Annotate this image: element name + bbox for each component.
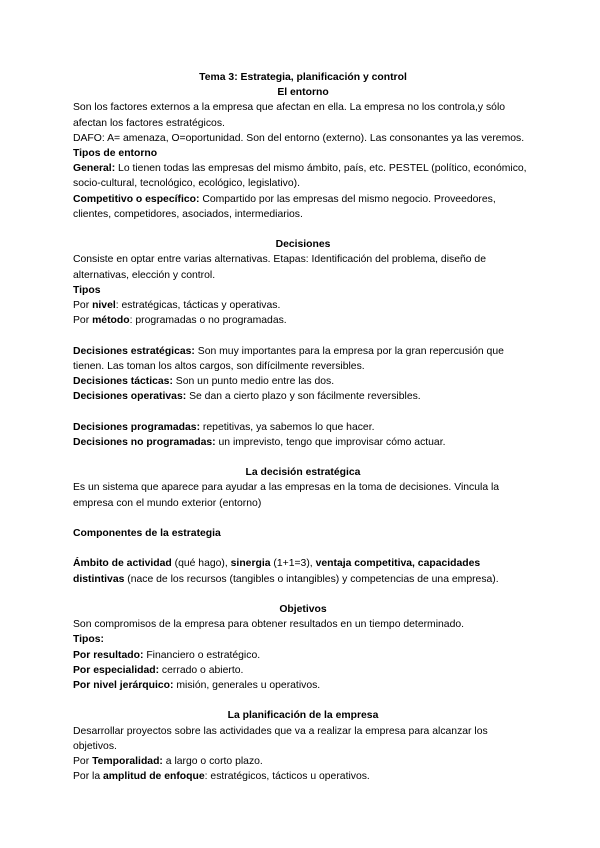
list-item: Por método: programadas o no programadas. [73, 315, 287, 327]
list-item: Por nivel jerárquico: misión, generales u operativos. [73, 680, 321, 692]
subheading-tipos-entorno: Tipos de entorno [73, 148, 158, 160]
page-title: Tema 3: Estrategia, planificación y control [199, 72, 407, 83]
paragraph: Desarrollar proyectos sobre las actividades que va a realizar la empresa para alcanzar los objetivos. [73, 725, 488, 752]
definition-no-programadas: Decisiones no programadas: un imprevisto, tengo que improvisar cómo actuar. [73, 436, 446, 448]
list-item: Por especialidad: cerrado o abierto. [73, 664, 244, 676]
document-page [73, 70, 533, 784]
paragraph-componentes: Ámbito de actividad (qué hago), sinergia (1+1=3), ventaja competitiva, capacidades distintivas (nace de los recursos (tangibles o intangibles) y competencias de una empresa). [73, 558, 499, 585]
definition-programadas: Decisiones programadas: repetitivas, ya sabemos lo que hacer. [73, 421, 375, 433]
paragraph: Son compromisos de la empresa para obtener resultados en un tiempo determinado. [73, 619, 465, 631]
list-item: Por resultado: Financiero o estratégico. [73, 649, 261, 661]
section-heading-entorno: El entorno [277, 87, 329, 99]
definition-tacticas: Decisiones tácticas: Son un punto medio entre las dos. [73, 376, 335, 388]
paragraph: Es un sistema que aparece para ayudar a las empresas en la toma de decisiones. Vincula la empresa con el mundo exterior (entorno) [73, 482, 500, 509]
paragraph: Son los factores externos a la empresa que afectan en ella. La empresa no los controla,y sólo afectan los factores estratégicos. [73, 102, 506, 129]
subheading-componentes: Componentes de la estrategia [73, 528, 221, 540]
subheading-tipos-objetivos: Tipos: [73, 634, 104, 646]
section-heading-objetivos: Objetivos [279, 604, 327, 615]
section-heading-planificacion: La planificación de la empresa [227, 710, 379, 722]
definition-estrategicas: Decisiones estratégicas: Son muy importantes para la empresa por la gran repercusión que tienen. Las toman los altos cargos, son difícilmente reversibles. [73, 345, 504, 372]
definition-competitivo: Competitivo o específico: Compartido por las empresas del mismo negocio. Proveedores, clientes, competidores, asociados, intermediarios. [73, 193, 496, 220]
section-heading-decisiones: Decisiones [275, 239, 331, 251]
list-item: Por nivel: estratégicas, tácticas y operativas. [73, 300, 281, 312]
section-heading-decision-estrategica: La decisión estratégica [245, 467, 361, 479]
list-item: Por la amplitud de enfoque: estratégicos, tácticos u operativos. [73, 771, 370, 783]
paragraph: DAFO: A= amenaza, O=oportunidad. Son del entorno (externo). Las consonantes ya las veremos. [73, 132, 525, 144]
subheading-tipos: Tipos [73, 284, 101, 296]
list-item: Por Temporalidad: a largo o corto plazo. [73, 756, 263, 768]
paragraph: Consiste en optar entre varias alternativas. Etapas: Identificación del problema, diseño de alternativas, elección y control. [73, 254, 486, 281]
definition-operativas: Decisiones operativas: Se dan a cierto plazo y son fácilmente reversibles. [73, 391, 421, 403]
definition-general: General: Lo tienen todas las empresas del mismo ámbito, país, etc. PESTEL (político, económico, socio-cultural, tecnológico, ecológico, legislativo). [73, 163, 527, 190]
